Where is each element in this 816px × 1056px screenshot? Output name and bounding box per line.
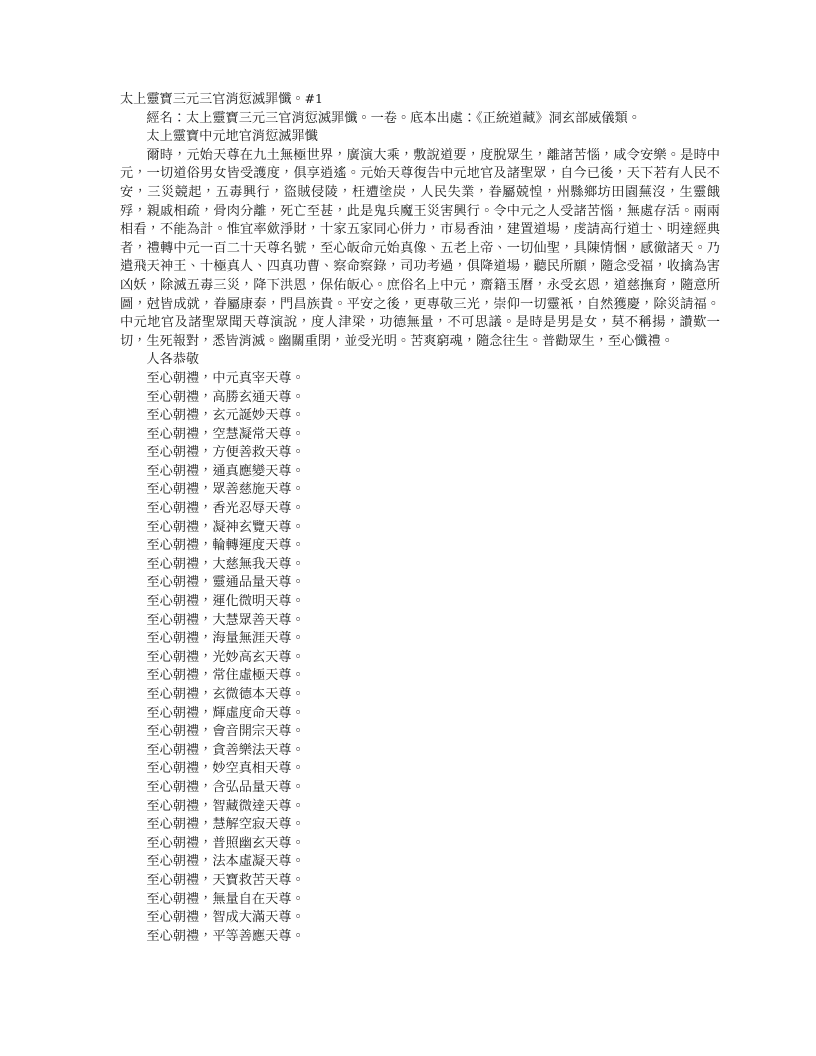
list-item: 至心朝禮，普照幽玄天尊。 <box>146 835 305 851</box>
section-heading: 太上靈寶中元地官消愆滅罪懺 <box>146 129 318 145</box>
list-item: 至心朝禮，貪善樂法天尊。 <box>146 742 305 758</box>
document-title-marker: #1 <box>304 91 323 106</box>
list-item: 至心朝禮，空慧凝常天尊。 <box>146 426 305 442</box>
list-item: 至心朝禮，大慈無我天尊。 <box>146 556 305 572</box>
list-item: 至心朝禮，會音開宗天尊。 <box>146 724 305 740</box>
list-item: 至心朝禮，慧解空寂天尊。 <box>146 817 305 833</box>
list-item: 至心朝禮，通真應變天尊。 <box>146 463 305 479</box>
list-item: 至心朝禮，眾善慈施天尊。 <box>146 482 305 498</box>
document-body <box>120 90 720 946</box>
list-item: 至心朝禮，海量無涯天尊。 <box>146 631 305 647</box>
scripture-info-line: 經名：太上靈寶三元三官消愆滅罪懺。一卷。底本出處：《正統道藏》洞玄部威儀類。 <box>146 110 641 126</box>
list-item: 至心朝禮，智成大滿天尊。 <box>146 910 305 926</box>
list-item: 至心朝禮，玄微德本天尊。 <box>146 687 305 702</box>
list-item: 至心朝禮，光妙高玄天尊。 <box>146 649 305 665</box>
list-item: 至心朝禮，運化微明天尊。 <box>146 594 305 610</box>
list-item: 至心朝禮，平等善應天尊。 <box>146 928 305 944</box>
invocation-list <box>120 370 720 946</box>
list-item: 至心朝禮，天寶救苦天尊。 <box>146 872 305 888</box>
body-paragraph: 爾時，元始天尊在九土無極世界，廣演大乘，敷說道要，度脫眾生，離諸苦惱，咸令安樂。是時中元，一切道俗男女皆受護度，俱享逍遙。元始天尊復告中元地官及諸聖眾，自今已後，天下若有人民不安，三災競起，五毒興行，盜賊侵陵，枉遭塗炭，人民失業，眷屬兢惶，州縣鄉坊田園蕪沒，生靈餓殍，親戚相疏，骨肉分離，死亡至甚，此是鬼兵魔王災害興行。令中元之人受諸苦惱，無處存活。兩兩相看，不能為計。惟宜率歛淨財，十家五家同心併力，市易香油，建置道場，虔請高行道士、明達經典者，禮轉中元一百二十天尊名號，至心皈命元始真像、五老上帝、一切仙聖，具陳情悃，感徹諸天。乃遣飛天神王、十極真人、四真功曹、察命察錄，司功考過，俱降道場，聽民所願，隨念受福，收擒為害凶妖，除滅五毒三災，降下洪恩，保佑皈心。庶俗名上中元，齋籍玉曆，永受玄恩，道慈撫育，隨意所圖，尅皆成就，眷屬康泰，門昌族貴。平安之後，更專敬三光，崇仰一切靈衹，自然獲慶，除災請福。中元地官及諸聖眾聞天尊演說，度人津梁，功德無量，不可思議。是時是男是女，莫不稱揚，讚歎一切，生死報對，悉皆消滅。幽關重閉，並受光明。苦爽窮魂，隨念往生。普勸眾生，至心懺禮。 <box>120 147 720 349</box>
list-item: 至心朝禮，輪轉運度天尊。 <box>146 538 305 554</box>
document-title-text: 太上靈寶三元三官消愆滅罪懺。 <box>120 92 305 107</box>
list-item: 至心朝禮，靈通品量天尊。 <box>146 575 305 591</box>
list-item: 至心朝禮，含弘品量天尊。 <box>146 779 305 795</box>
list-item: 至心朝禮，中元真宰天尊。 <box>146 370 305 386</box>
list-item: 至心朝禮，無量自在天尊。 <box>146 891 305 907</box>
list-item: 至心朝禮，智藏微達天尊。 <box>146 798 305 814</box>
list-item: 至心朝禮，方便善救天尊。 <box>146 445 305 461</box>
list-item: 至心朝禮，常住虛極天尊。 <box>146 668 305 684</box>
list-item: 至心朝禮，高勝玄通天尊。 <box>146 389 305 405</box>
list-item: 至心朝禮，香光忍辱天尊。 <box>146 501 305 517</box>
list-item: 至心朝禮，大慧眾善天尊。 <box>146 612 305 628</box>
salutation-line: 人各恭敬 <box>146 352 200 368</box>
list-item: 至心朝禮，凝神玄覽天尊。 <box>146 519 305 535</box>
list-item: 至心朝禮，玄元誕妙天尊。 <box>146 408 305 424</box>
list-item: 至心朝禮，法本虛凝天尊。 <box>146 854 305 870</box>
list-item: 至心朝禮，輝虛度命天尊。 <box>146 705 305 721</box>
list-item: 至心朝禮，妙空真相天尊。 <box>146 761 305 777</box>
document-title <box>120 90 720 110</box>
